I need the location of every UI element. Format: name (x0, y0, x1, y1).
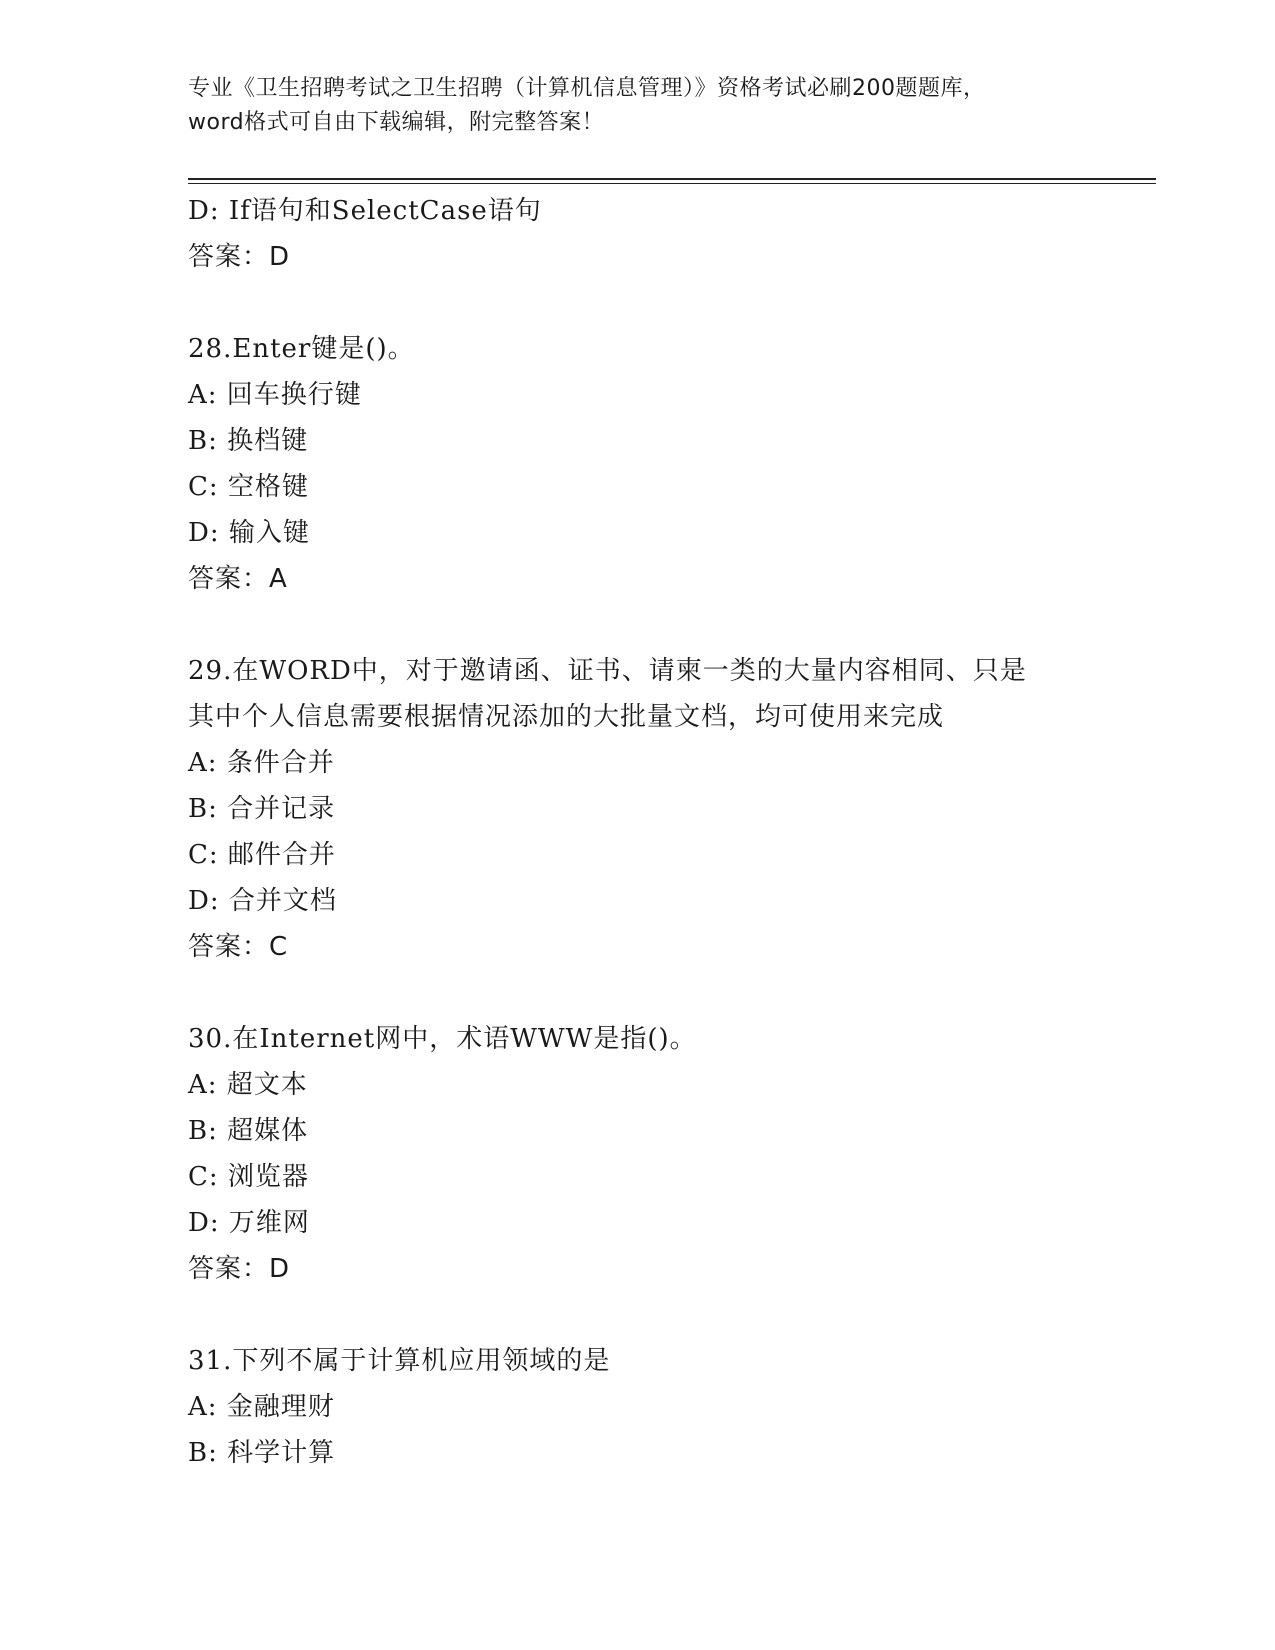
answer: 答案：A (188, 564, 288, 594)
option-b: B: 合并记录 (188, 794, 336, 824)
option-b: B: 超媒体 (188, 1116, 309, 1146)
question-text-continued: 其中个人信息需要根据情况添加的大批量文档，均可使用来完成 (188, 702, 945, 732)
spacer (188, 602, 1148, 648)
header-divider (188, 178, 1156, 180)
question-text: 31.下列不属于计算机应用领域的是 (188, 1346, 611, 1376)
answer: 答案：D (188, 242, 291, 272)
question-list (188, 188, 1148, 1476)
document-header (188, 72, 1088, 140)
option-b: B: 科学计算 (188, 1438, 336, 1468)
option-d: D: 合并文档 (188, 886, 337, 916)
question-text: 30.在Internet网中，术语WWW是指()。 (188, 1024, 697, 1054)
option-a: A: 条件合并 (188, 748, 335, 778)
spacer (188, 280, 1148, 326)
answer: 答案：C (188, 932, 289, 962)
spacer (188, 1292, 1148, 1338)
option-c: C: 浏览器 (188, 1162, 309, 1192)
option-a: A: 超文本 (188, 1070, 308, 1100)
option-a: A: 回车换行键 (188, 380, 362, 410)
answer: 答案：D (188, 1254, 291, 1284)
question-text: 28.Enter键是()。 (188, 334, 415, 364)
option-d: D: 输入键 (188, 518, 310, 548)
option-a: A: 金融理财 (188, 1392, 335, 1422)
header-divider-thin (188, 183, 1156, 184)
option-c: C: 空格键 (188, 472, 309, 502)
option-c: C: 邮件合并 (188, 840, 336, 870)
option-d: D: If语句和SelectCase语句 (188, 196, 542, 226)
question-text: 29.在WORD中，对于邀请函、证书、请柬一类的大量内容相同、只是 (188, 656, 1027, 686)
spacer (188, 970, 1148, 1016)
header-line-2: word格式可自由下载编辑，附完整答案！ (188, 110, 605, 135)
option-d: D: 万维网 (188, 1208, 310, 1238)
header-line-1: 专业《卫生招聘考试之卫生招聘（计算机信息管理）》资格考试必刷200题题库， (188, 76, 986, 101)
option-b: B: 换档键 (188, 426, 309, 456)
